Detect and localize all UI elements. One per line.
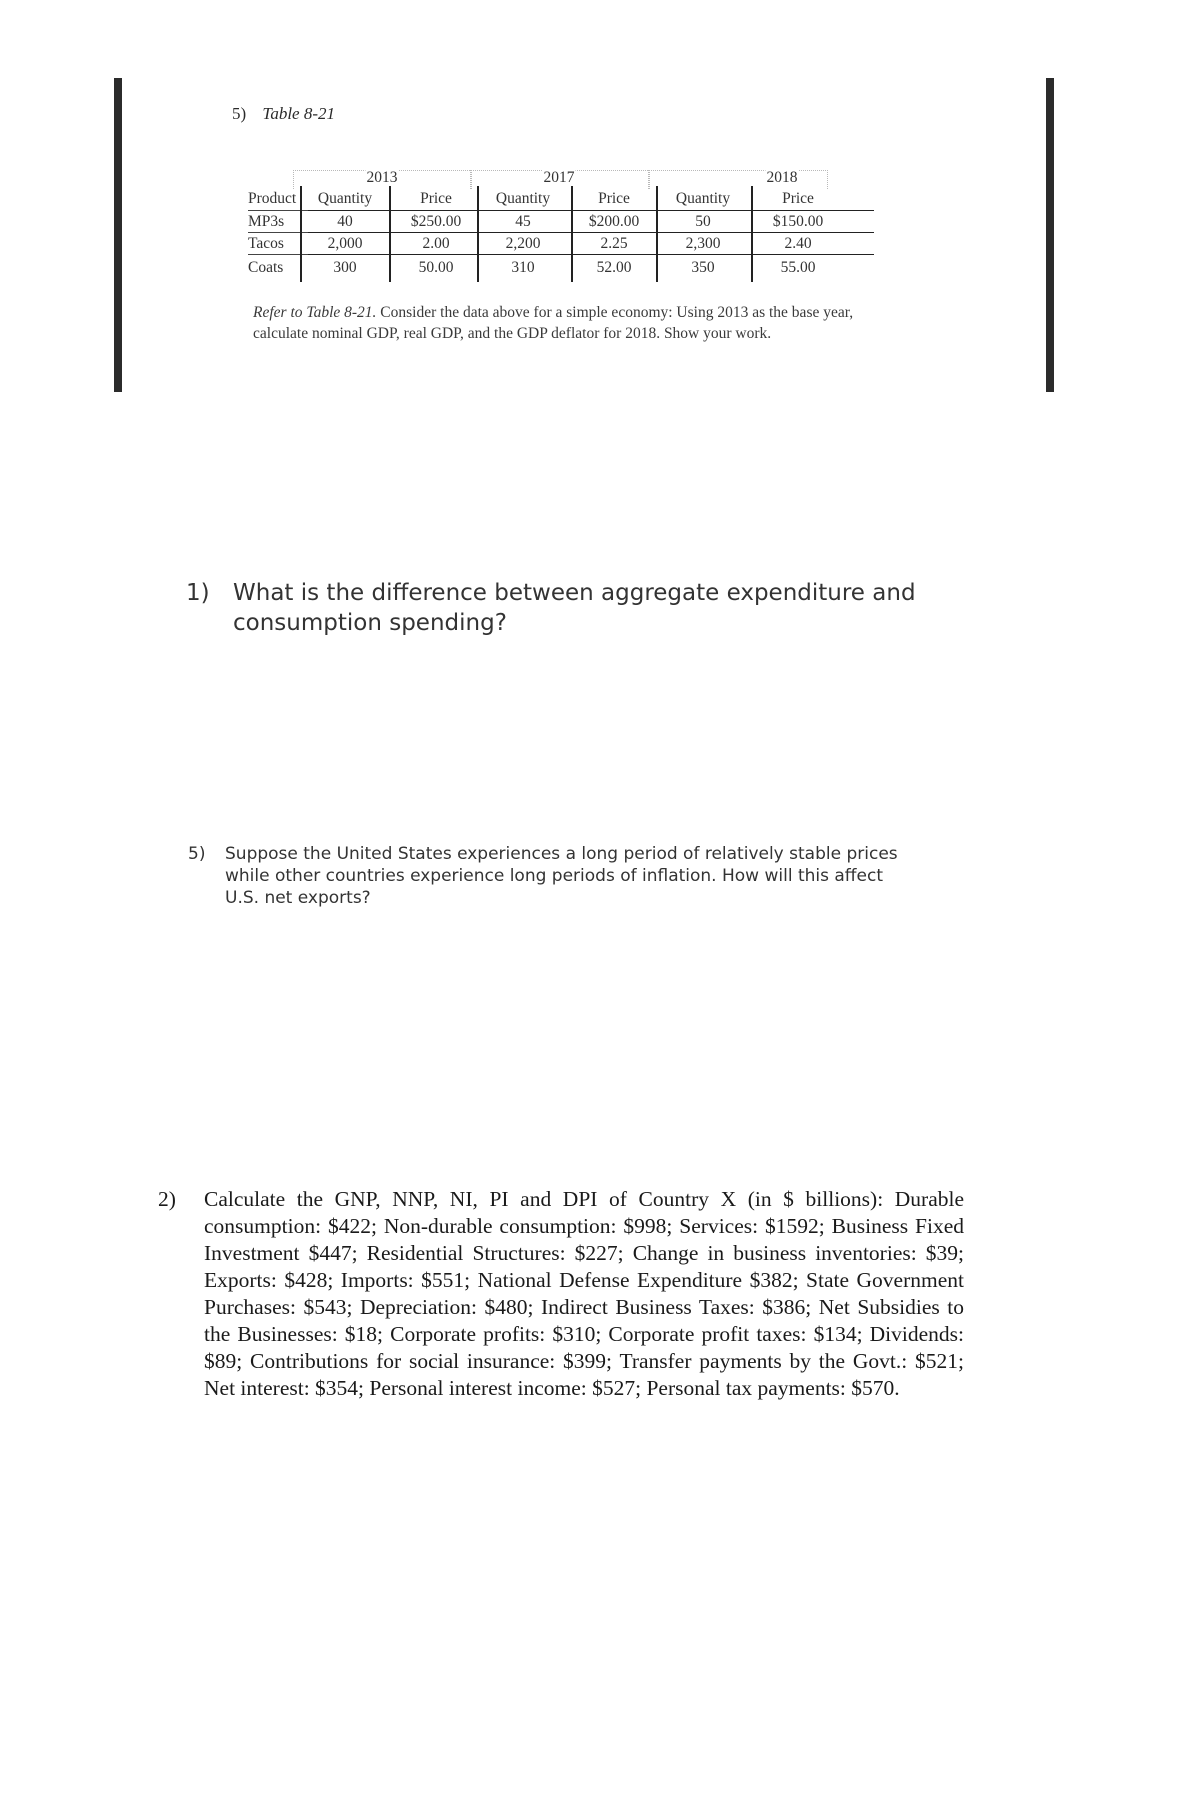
table-cell: 350: [691, 259, 715, 276]
right-margin-bar: [1046, 78, 1054, 392]
column-header: Quantity: [495, 190, 551, 207]
table-cell: 45: [515, 213, 531, 230]
table-cell: 50: [695, 213, 711, 230]
table-cell: 2.00: [422, 235, 450, 252]
year-header: 2013: [366, 169, 398, 186]
table-cell: 2.40: [784, 235, 812, 252]
question-number: 5): [232, 104, 247, 123]
table-cell: MP3s: [248, 213, 285, 230]
question-text: Suppose the United States experiences a long period of relatively stable prices while other countries experience long periods of inflation. How will this affect U.S. net exports?: [225, 844, 898, 908]
data-table: [248, 166, 874, 286]
question-number: 1): [186, 580, 210, 606]
row-rule: [248, 254, 308, 255]
table-cell: 2,200: [505, 235, 541, 252]
question-text: What is the difference between aggregate expenditure and consumption spending?: [233, 580, 916, 636]
table-cell: 300: [333, 259, 357, 276]
table-cell: $200.00: [588, 213, 640, 230]
year-header: 2017: [543, 169, 575, 186]
table-cell: $250.00: [410, 213, 462, 230]
column-header: Quantity: [675, 190, 731, 207]
column-rule: [751, 186, 753, 282]
table-cell: 310: [511, 259, 535, 276]
question-number: 5): [188, 844, 206, 864]
year-box-2018: [648, 170, 828, 189]
table-cell: 40: [337, 213, 353, 230]
row-rule: [308, 254, 874, 255]
column-header: Product: [248, 190, 297, 207]
column-rule: [571, 186, 573, 282]
table-question-body: Consider the data above for a simple economy: Using 2013 as the base year, calculate nominal GDP, real GDP, and the GDP deflator for 2018. Show your work.: [253, 304, 854, 342]
column-rule: [389, 186, 391, 282]
question-number: 2): [158, 1187, 176, 1211]
row-rule: [248, 232, 308, 233]
table-cell: Coats: [248, 259, 284, 276]
table-title: Table 8-21: [262, 104, 335, 123]
table-cell: Tacos: [248, 235, 284, 252]
table-cell: 55.00: [780, 259, 816, 276]
table-reference: Refer to Table 8-21.: [253, 304, 377, 321]
table-question-text: [253, 302, 883, 344]
header-rule: [308, 210, 874, 211]
column-rule: [477, 186, 479, 282]
table-cell: 2.25: [600, 235, 628, 252]
header-rule: [248, 210, 308, 211]
left-margin-bar: [114, 78, 122, 392]
table-cell: $150.00: [772, 213, 824, 230]
table-cell: 52.00: [596, 259, 632, 276]
column-header: Price: [598, 190, 630, 207]
column-header: Price: [782, 190, 814, 207]
table-question-heading: [232, 104, 335, 124]
table-cell: 50.00: [418, 259, 454, 276]
column-header: Quantity: [317, 190, 373, 207]
table-cell: 2,000: [327, 235, 363, 252]
column-rule: [656, 186, 658, 282]
row-rule: [308, 232, 874, 233]
question-text: Calculate the GNP, NNP, NI, PI and DPI of Country X (in $ billions): Durable consumption: $422; Non-durable consumption: $998; Services: $1592; Business Fixed Investment $447; Residential Structures: $227; Change in business inventories: $39; Exports: $428; Imports: $551; National Defense Expenditure $382; State Government Purchases: $543; Depreciation: $480; Indirect Business Taxes: $386; Net Subsidies to the Businesses: $18; Corporate profits: $310; Corporate profit taxes: $134; Dividends: $89; Contributions for social insurance: $399; Transfer payments by the Govt.: $521; Net interest: $354; Personal interest income: $527; Personal tax payments: $570.: [204, 1187, 964, 1400]
column-rule: [300, 186, 302, 282]
column-header: Price: [420, 190, 452, 207]
table-cell: 2,300: [685, 235, 721, 252]
year-header: 2018: [766, 169, 798, 186]
